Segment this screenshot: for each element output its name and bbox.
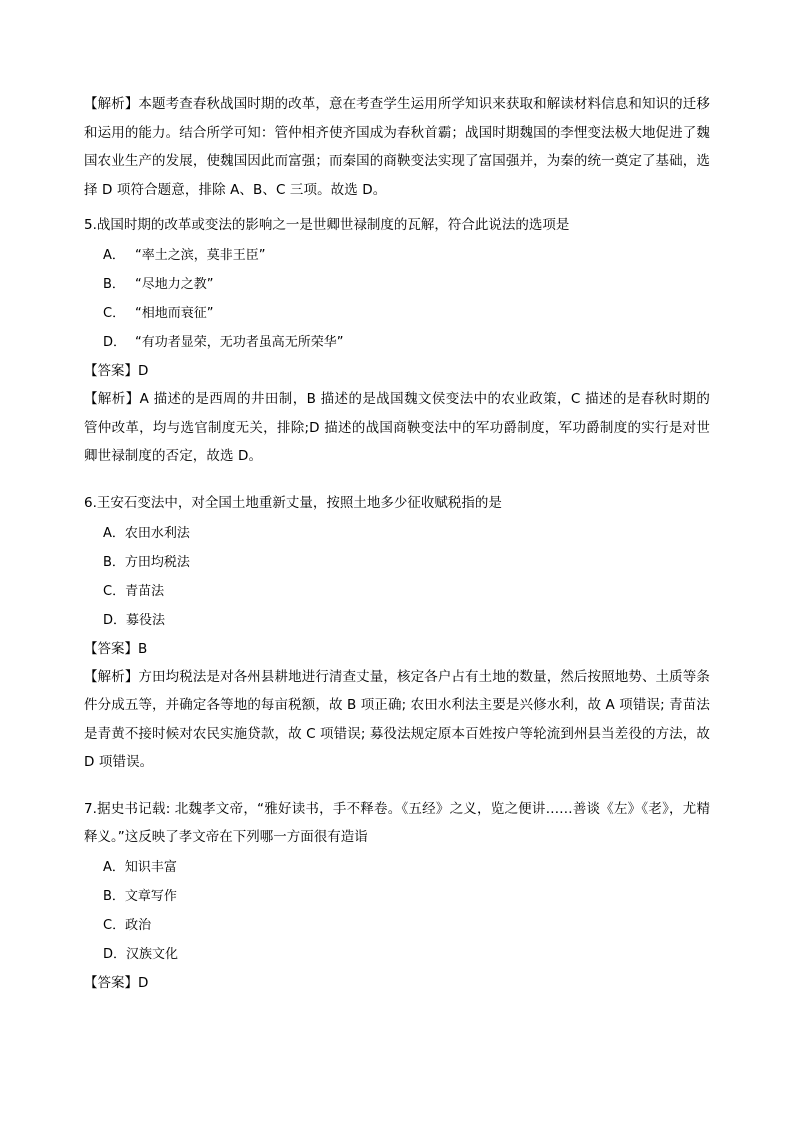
option-b[interactable] bbox=[84, 882, 710, 911]
option-c[interactable] bbox=[84, 911, 710, 940]
option-b[interactable] bbox=[84, 548, 710, 577]
answer-value: B bbox=[138, 640, 148, 657]
option-a-text: 农田水利法 bbox=[124, 525, 190, 541]
option-d-letter: D． bbox=[103, 335, 127, 350]
question-stem: 6.王安石变法中，对全国土地重新丈量，按照土地多少征收赋税指的是 bbox=[84, 494, 502, 511]
option-b-letter: B． bbox=[103, 888, 125, 904]
option-c-text: “相地而衰征” bbox=[135, 306, 214, 321]
analysis-paragraph: 【解析】本题考查春秋战国时期的改革，意在考查学生运用所学知识来获取和解读材料信息和知识的迁移和运用的能力。结合所学可知：管仲相齐使齐国成为春秋首霸；战国时期魏国的李悝变法极大地促进了魏国农业生产的发展，使魏国因此而富强；而秦国的商鞅变法实现了富国强并，为秦的统一奠定了基础，选择 D 项符合题意，排除 A、B、C 三项。故选 D。 bbox=[84, 96, 710, 198]
answer-line bbox=[84, 969, 710, 997]
option-d[interactable] bbox=[84, 940, 710, 969]
answer-label: 【答案】 bbox=[84, 974, 138, 991]
question-stem: 7.据史书记载: 北魏孝文帝，“雅好读书，手不释卷。《五经》之义，览之便讲……善谈《左》《老》，尤精释义。”这反映了孝文帝在下列哪一方面很有造诣 bbox=[84, 800, 710, 845]
option-a[interactable] bbox=[84, 853, 710, 882]
option-c-letter: C． bbox=[103, 306, 126, 321]
option-d-text: 募役法 bbox=[126, 612, 166, 628]
option-d-text: 汉族文化 bbox=[126, 946, 179, 962]
option-c-letter: C． bbox=[103, 583, 126, 599]
answer-value: D bbox=[138, 363, 149, 379]
option-d[interactable] bbox=[84, 606, 710, 635]
option-a-letter: A． bbox=[103, 859, 125, 875]
option-b-text: “尽地力之教” bbox=[135, 277, 214, 292]
option-d[interactable] bbox=[84, 328, 710, 357]
option-a-letter: A． bbox=[103, 525, 125, 541]
option-c[interactable] bbox=[84, 299, 710, 328]
answer-line bbox=[84, 357, 710, 385]
option-d-text: “有功者显荣，无功者虽高无所荣华” bbox=[135, 335, 344, 350]
answer-label: 【答案】 bbox=[84, 640, 138, 657]
analysis-block-q4 bbox=[84, 90, 710, 204]
option-d-letter: D． bbox=[103, 946, 127, 962]
option-b-text: 文章写作 bbox=[124, 888, 177, 904]
question-block-6 bbox=[84, 489, 710, 777]
question-block-5 bbox=[84, 211, 710, 471]
option-b[interactable] bbox=[84, 270, 710, 299]
section-spacer bbox=[84, 779, 710, 788]
option-a[interactable] bbox=[84, 241, 710, 270]
option-c[interactable] bbox=[84, 577, 710, 606]
analysis-paragraph: 【解析】A 描述的是西周的井田制，B 描述的是战国魏文侯变法中的农业政策，C 描述的是春秋时期的管仲改革，均与选官制度无关，排除;D 描述的战国商鞅变法中的军功爵制度，军功爵制度的实行是对世卿世禄制度的否定，故选 D。 bbox=[84, 391, 710, 464]
option-a[interactable] bbox=[84, 519, 710, 548]
option-a-text: 知识丰富 bbox=[124, 859, 177, 875]
section-spacer bbox=[84, 473, 710, 482]
option-c-text: 政治 bbox=[125, 917, 152, 933]
answer-value: D bbox=[138, 974, 149, 991]
option-b-text: 方田均税法 bbox=[124, 554, 190, 570]
question-stem: 5.战国时期的改革或变法的影响之一是世卿世禄制度的瓦解，符合此说法的选项是 bbox=[84, 217, 570, 233]
option-b-letter: B． bbox=[103, 554, 125, 570]
option-d-letter: D． bbox=[103, 612, 127, 628]
answer-label: 【答案】 bbox=[84, 363, 138, 379]
question-block-7 bbox=[84, 795, 710, 997]
answer-line bbox=[84, 635, 710, 663]
option-a-letter: A． bbox=[103, 248, 125, 263]
option-a-text: “率土之滨，莫非王臣” bbox=[135, 248, 266, 263]
analysis-paragraph: 【解析】方田均税法是对各州县耕地进行清查丈量，核定各户占有土地的数量，然后按照地势、土质等条件分成五等，并确定各等地的每亩税额，故 B 项正确; 农田水利法主要是兴修水利，故 A 项错误; 青苗法是青黄不接时候对农民实施贷款，故 C 项错误; 募役法规定原本百姓按户等轮流到州县当差役的方法，故 D 项错误。 bbox=[84, 668, 710, 770]
option-c-text: 青苗法 bbox=[125, 583, 165, 599]
option-c-letter: C． bbox=[103, 917, 126, 933]
option-b-letter: B． bbox=[103, 277, 125, 292]
